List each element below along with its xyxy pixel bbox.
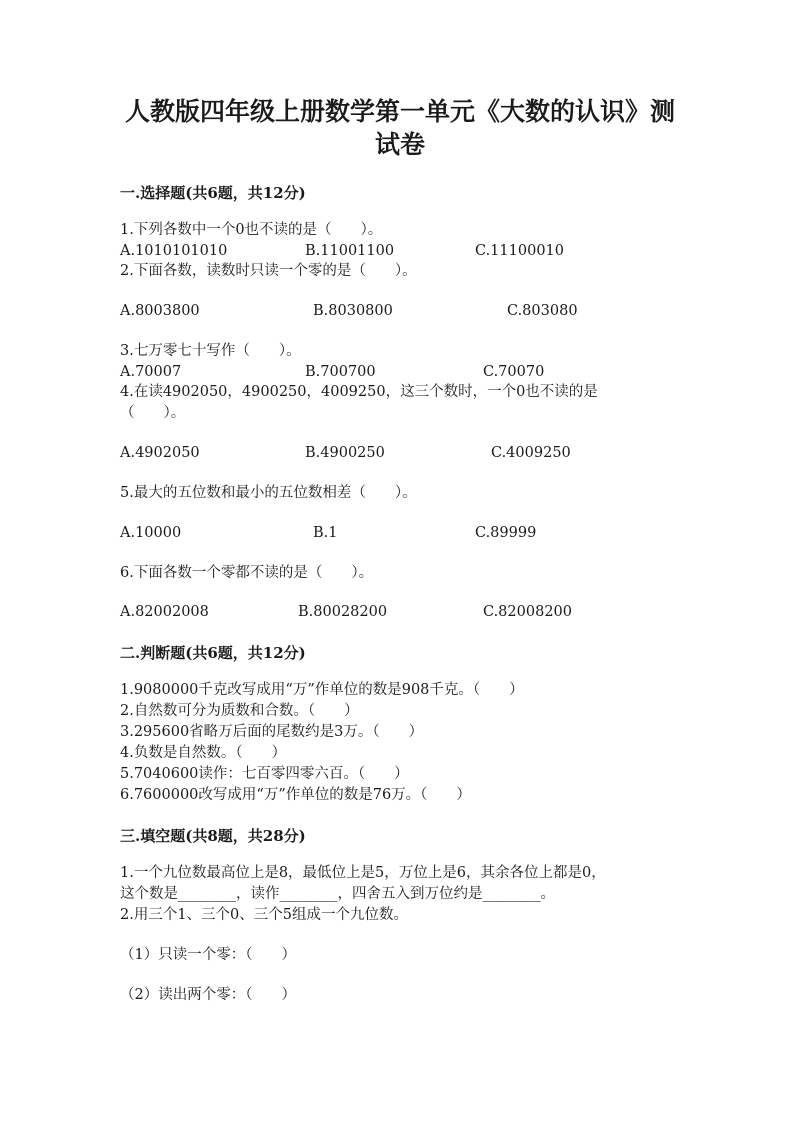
choice-3-option-b: B.700700 — [305, 364, 376, 380]
judge-item-4: 4.负数是自然数。（ ） — [120, 745, 287, 761]
fill-question-1: 1.一个九位数最高位上是8，最低位上是5，万位上是6，其余各位上都是0， — [120, 865, 606, 881]
judge-item-5: 5.7040600读作：七百零四零六百。（ ） — [120, 766, 409, 782]
section-heading-fill: 三.填空题(共8题，共28分) — [120, 827, 306, 845]
choice-1-option-a: A.1010101010 — [120, 243, 228, 259]
title-line-2: 试卷 — [374, 130, 425, 159]
choice-3-option-a: A.70007 — [120, 364, 182, 380]
choice-6-option-a: A.82002008 — [120, 604, 209, 620]
choice-question-6: 6.下面各数一个零都不读的是（ ）。 — [120, 565, 374, 581]
choice-6-option-b: B.80028200 — [298, 604, 388, 620]
title-line-1: 人教版四年级上册数学第一单元《大数的认识》测 — [124, 97, 675, 126]
choice-2-option-a: A.8003800 — [120, 303, 200, 319]
choice-1-option-c: C.11100010 — [475, 243, 564, 259]
choice-question-4-cont: （ ）。 — [120, 405, 186, 421]
choice-5-option-b: B.1 — [313, 525, 338, 541]
section-heading-choice: 一.选择题(共6题，共12分) — [120, 184, 306, 202]
choice-6-option-c: C.82008200 — [483, 604, 572, 620]
choice-question-4: 4.在读4902050，4900250，4009250，这三个数时，一个0也不读的是 — [120, 384, 598, 400]
fill-question-2-sub-1: （1）只读一个零：（ ） — [120, 947, 296, 963]
choice-question-3: 3.七万零七十写作（ ）。 — [120, 343, 301, 359]
choice-5-option-c: C.89999 — [475, 525, 537, 541]
fill-question-1-cont: 这个数是________，读作________，四舍五入到万位约是________。 — [120, 886, 555, 902]
judge-item-2: 2.自然数可分为质数和合数。（ ） — [120, 703, 359, 719]
judge-item-6: 6.7600000改写成用“万”作单位的数是76万。（ ） — [120, 787, 471, 803]
choice-question-5: 5.最大的五位数和最小的五位数相差（ ）。 — [120, 485, 417, 501]
fill-question-2-sub-2: （2）读出两个零：（ ） — [120, 987, 296, 1003]
choice-4-option-a: A.4902050 — [120, 445, 200, 461]
page-title — [110, 95, 690, 161]
fill-question-2: 2.用三个1、三个0、三个5组成一个九位数。 — [120, 907, 409, 923]
judge-item-3: 3.295600省略万后面的尾数约是3万。（ ） — [120, 724, 424, 740]
choice-2-option-c: C.803080 — [507, 303, 578, 319]
choice-question-1: 1.下列各数中一个0也不读的是（ ）。 — [120, 222, 383, 238]
choice-2-option-b: B.8030800 — [313, 303, 393, 319]
choice-1-option-b: B.11001100 — [305, 243, 395, 259]
choice-5-option-a: A.10000 — [120, 525, 182, 541]
choice-4-option-b: B.4900250 — [305, 445, 385, 461]
choice-4-option-c: C.4009250 — [491, 445, 571, 461]
choice-3-option-c: C.70070 — [483, 364, 545, 380]
section-heading-judge: 二.判断题(共6题，共12分) — [120, 644, 306, 662]
judge-item-1: 1.9080000千克改写成用“万”作单位的数是908千克。（ ） — [120, 682, 524, 698]
choice-question-2: 2.下面各数，读数时只读一个零的是（ ）。 — [120, 263, 417, 279]
